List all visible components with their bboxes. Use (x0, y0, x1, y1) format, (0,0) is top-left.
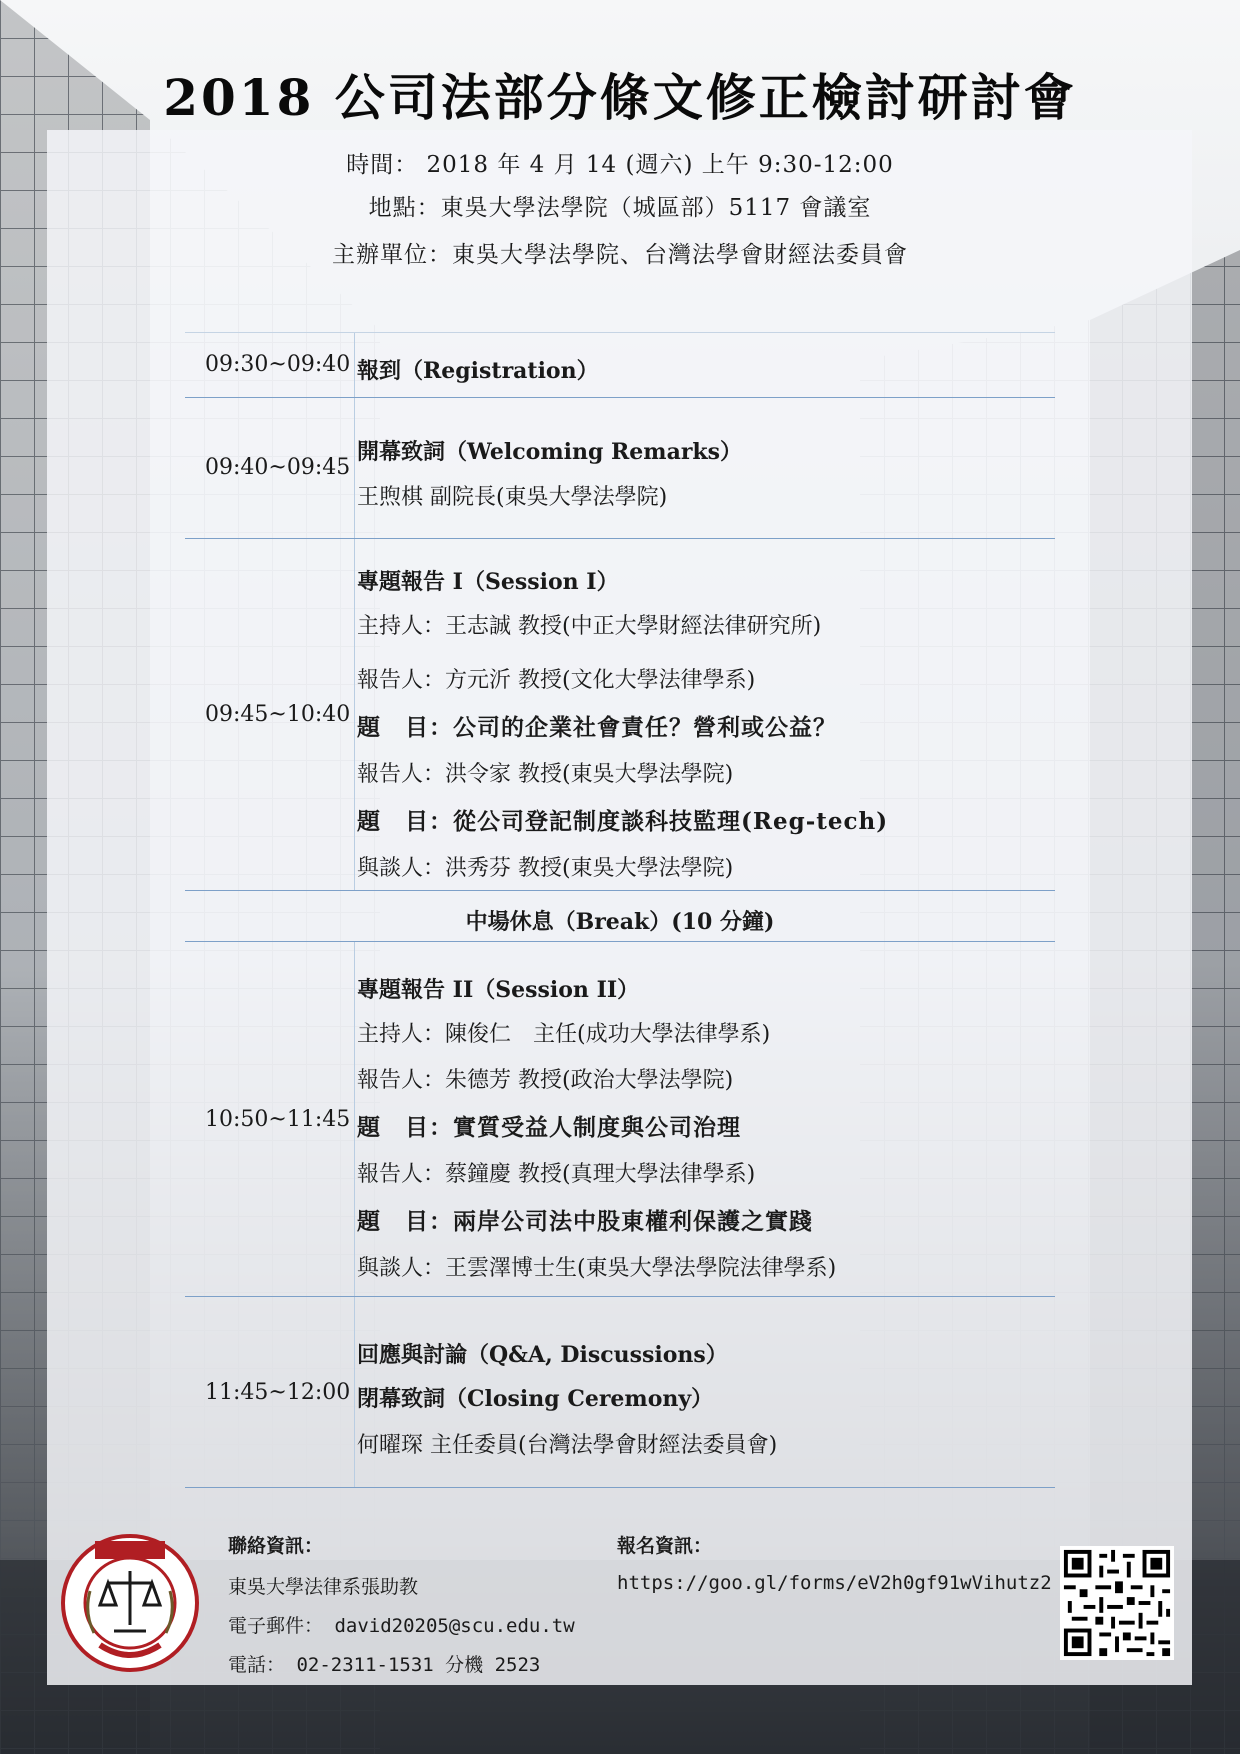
session-title: 開幕致詞（Welcoming Remarks） (357, 439, 743, 465)
session-reporter: 報告人：洪令家 教授(東吳大學法學院) (357, 762, 734, 787)
school-seal-logo (60, 1533, 200, 1673)
schedule-row-rule (185, 397, 1055, 398)
session-title: 閉幕致詞（Closing Ceremony） (357, 1386, 714, 1412)
session-time: 09:45~10:40 (205, 702, 351, 727)
session-speaker: 王煦棋 副院長(東吳大學法學院) (357, 485, 668, 510)
schedule-column-divider (354, 942, 355, 1487)
session-topic: 題 目：實質受益人制度與公司治理 (357, 1114, 741, 1141)
registration-link[interactable]: https://goo.gl/forms/eV2h0gf91wVihutz2 (617, 1572, 1052, 1594)
schedule-row-rule (185, 941, 1055, 942)
session-moderator: 主持人：王志誠 教授(中正大學財經法律研究所) (357, 614, 822, 639)
event-time: 時間： 2018 年 4 月 14 (週六) 上午 9:30-12:00 (346, 152, 894, 178)
session-topic: 題 目：公司的企業社會責任？營利或公益？ (357, 714, 837, 741)
contact-heading: 聯絡資訊： (228, 1535, 324, 1557)
schedule-row-rule (185, 1296, 1055, 1297)
event-location: 地點：東吳大學法學院（城區部）5117 會議室 (368, 195, 872, 221)
session-time: 09:30~09:40 (205, 352, 351, 377)
schedule-column-divider (354, 332, 355, 890)
page-title: 2018 公司法部分條文修正檢討研討會 (163, 68, 1077, 127)
schedule-row-rule (185, 538, 1055, 539)
schedule-bottom-rule (185, 1487, 1055, 1488)
session-topic: 題 目：從公司登記制度談科技監理(Reg-tech) (357, 808, 889, 835)
event-organizer: 主辦單位：東吳大學法學院、台灣法學會財經法委員會 (332, 242, 908, 268)
session-discussant: 與談人：王雲澤博士生(東吳大學法學院法律學系) (357, 1256, 837, 1281)
session-topic: 題 目：兩岸公司法中股東權利保護之實踐 (357, 1208, 813, 1235)
session-title: 回應與討論（Q&A, Discussions） (357, 1342, 728, 1368)
contact-person: 東吳大學法律系張助教 (228, 1576, 419, 1598)
session-speaker: 何曜琛 主任委員(台灣法學會財經法委員會) (357, 1433, 778, 1458)
session-time: 09:40~09:45 (205, 455, 351, 480)
session-title: 專題報告 II（Session II） (357, 977, 640, 1003)
session-reporter: 報告人：朱德芳 教授(政治大學法學院) (357, 1068, 734, 1093)
session-time: 10:50~11:45 (205, 1107, 351, 1132)
registration-heading: 報名資訊： (617, 1535, 713, 1557)
session-discussant: 與談人：洪秀芬 教授(東吳大學法學院) (357, 856, 734, 881)
schedule-row-rule (185, 890, 1055, 891)
schedule-top-rule (185, 332, 1055, 333)
session-title: 專題報告 I（Session I） (357, 569, 619, 595)
contact-email[interactable]: 電子郵件： david20205@scu.edu.tw (228, 1615, 575, 1637)
session-time: 11:45~12:00 (205, 1380, 351, 1405)
session-reporter: 報告人：方元沂 教授(文化大學法律學系) (357, 668, 756, 693)
qr-code-image[interactable] (1060, 1546, 1174, 1660)
break-row: 中場休息（Break）(10 分鐘) (465, 909, 775, 935)
session-moderator: 主持人：陳俊仁 主任(成功大學法律學系) (357, 1022, 771, 1047)
session-reporter: 報告人：蔡鐘慶 教授(真理大學法律學系) (357, 1162, 756, 1187)
session-title: 報到（Registration） (357, 358, 599, 384)
contact-phone: 電話： 02-2311-1531 分機 2523 (228, 1654, 541, 1676)
